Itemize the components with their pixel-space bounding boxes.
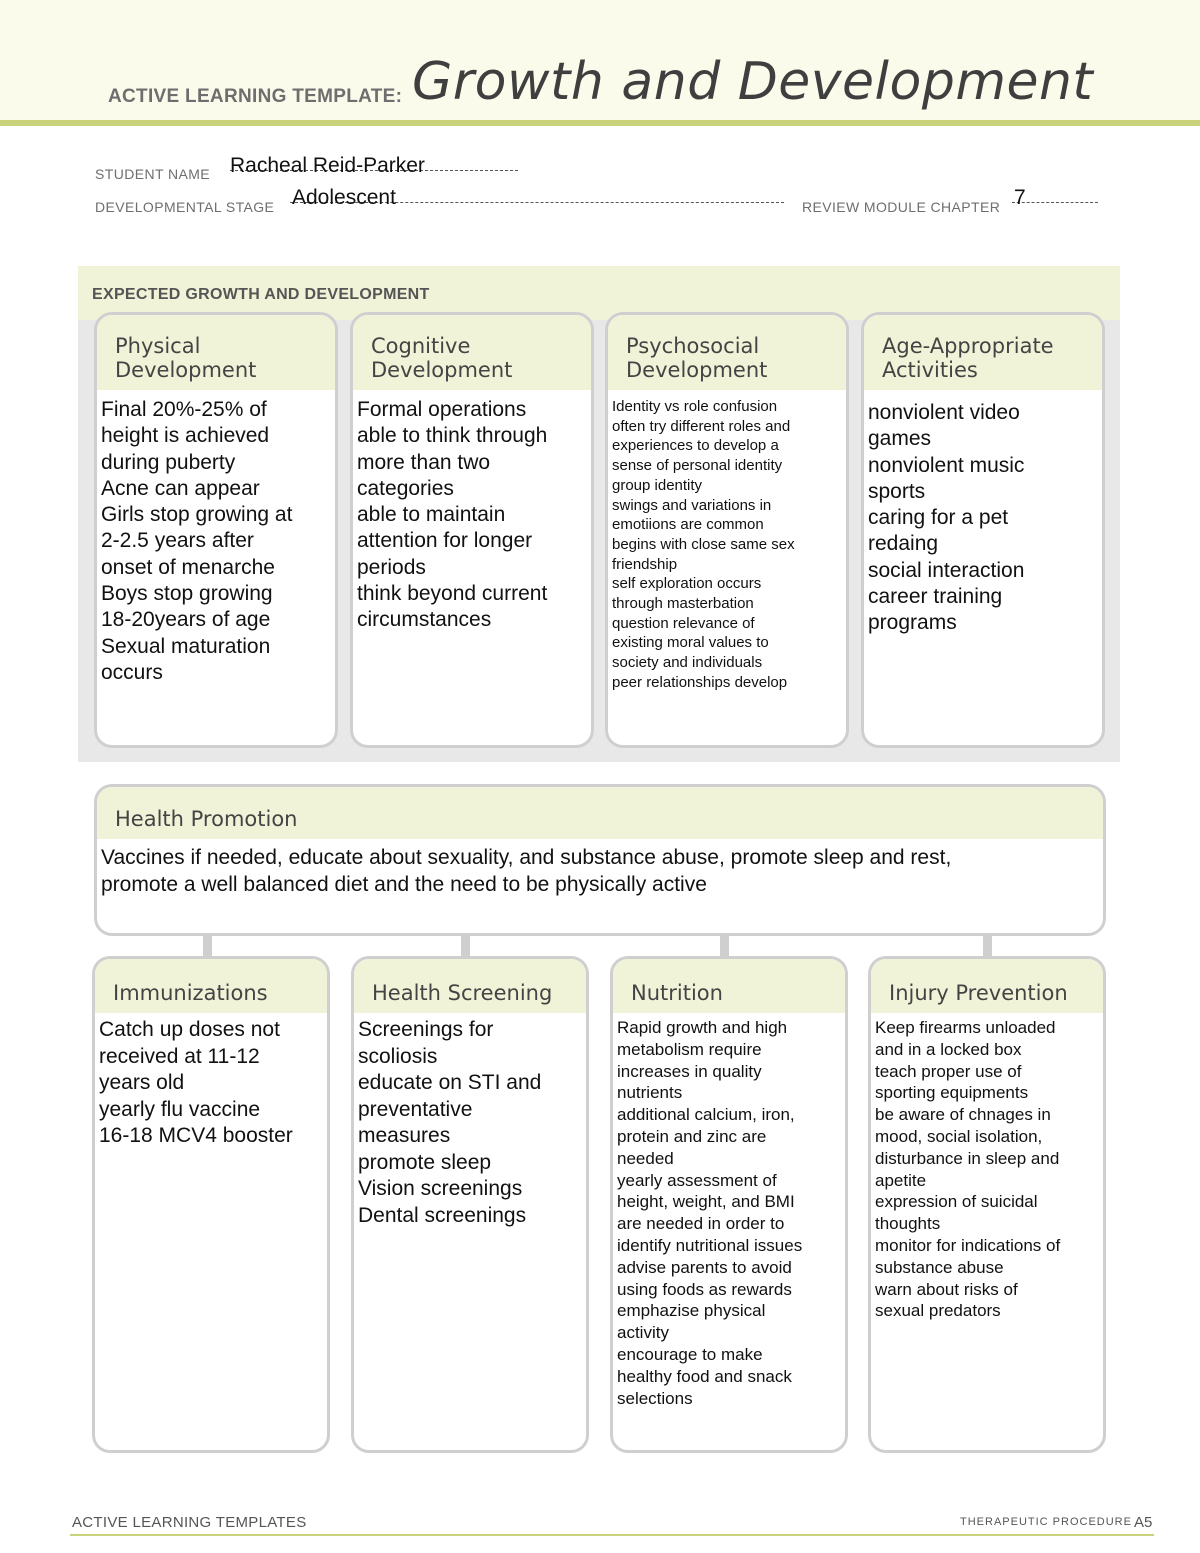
page-title: Growth and Development — [412, 52, 1094, 112]
expected-growth-title: EXPECTED GROWTH AND DEVELOPMENT — [92, 286, 430, 303]
card-header — [354, 959, 586, 1013]
text-line: advise parents to avoid — [617, 1257, 792, 1277]
text-line: Vision screenings — [358, 1177, 523, 1200]
card-title-line: Cognitive — [371, 334, 471, 358]
text-line: begins with close same sex — [612, 535, 795, 553]
connector — [983, 934, 992, 958]
card-header — [95, 959, 327, 1013]
immunizations-card — [92, 956, 330, 1453]
text-line: Dental screenings — [358, 1203, 527, 1227]
text-line: apetite — [875, 1170, 927, 1190]
text-line: emphazise physical — [617, 1301, 766, 1321]
text-line: substance abuse — [875, 1257, 1004, 1277]
text-line: often try different roles and — [612, 417, 791, 435]
text-line: mood, social isolation, — [875, 1126, 1043, 1146]
text-line: encourage to make — [617, 1344, 763, 1364]
text-line: additional calcium, iron, — [617, 1105, 795, 1125]
text-line: categories — [357, 476, 454, 500]
physical-development-text[interactable] — [101, 397, 331, 686]
card-header — [97, 787, 1103, 839]
text-line: through masterbation — [612, 595, 754, 613]
text-line: Rapid growth and high — [617, 1018, 788, 1037]
text-line: Boys stop growing — [101, 582, 273, 606]
text-line: activity — [617, 1323, 669, 1343]
review-module-label: REVIEW MODULE CHAPTER — [802, 199, 1001, 215]
text-line: 16-18 MCV4 booster — [99, 1124, 293, 1147]
developmental-stage-value[interactable]: Adolescent — [292, 186, 396, 209]
health-screening-card — [351, 956, 589, 1453]
card-header — [871, 959, 1103, 1013]
age-appropriate-activities-text[interactable] — [868, 400, 1098, 637]
card-title-line: Activities — [882, 358, 978, 382]
card-title — [115, 334, 256, 382]
health-promotion-text[interactable] — [101, 845, 1099, 898]
card-title — [626, 334, 767, 382]
card-header — [608, 315, 846, 390]
text-line: monitor for indications of — [875, 1235, 1061, 1255]
student-name-label: STUDENT NAME — [95, 166, 210, 182]
text-line: yearly assessment of — [617, 1170, 777, 1190]
text-line: scoliosis — [358, 1044, 438, 1068]
text-line: protein and zinc are — [617, 1126, 767, 1146]
age-appropriate-activities-card — [861, 312, 1105, 748]
text-line: Screenings for — [358, 1018, 494, 1041]
text-line: be aware of chnages in — [875, 1105, 1051, 1125]
footer-right-label: THERAPEUTIC PROCEDURE — [960, 1516, 1132, 1528]
text-line: attention for longer — [357, 529, 533, 553]
text-line: existing moral values to — [612, 634, 769, 652]
connector — [461, 934, 470, 958]
text-line: sports — [868, 479, 926, 503]
text-line: during puberty — [101, 450, 236, 474]
text-line: years old — [99, 1071, 185, 1094]
text-line: selections — [617, 1388, 693, 1408]
health-screening-text[interactable] — [358, 1017, 582, 1229]
text-line: periods — [357, 555, 426, 579]
footer-rule — [70, 1534, 1154, 1536]
text-line: disturbance in sleep and — [875, 1148, 1060, 1168]
text-line: Girls stop growing at — [101, 503, 293, 527]
template-label: ACTIVE LEARNING TEMPLATE: — [108, 86, 403, 107]
connector — [203, 934, 212, 958]
page-number: A5 — [1134, 1514, 1153, 1531]
text-line: redaing — [868, 532, 939, 556]
header-rule — [0, 120, 1200, 126]
text-line: yearly flu vaccine — [99, 1097, 261, 1121]
text-line: Identity vs role confusion — [612, 398, 778, 415]
injury-prevention-title: Injury Prevention — [889, 981, 1068, 1005]
text-line: sporting equipments — [875, 1083, 1029, 1103]
student-name-value[interactable]: Racheal Reid-Parker — [230, 154, 425, 177]
text-line: promote sleep — [358, 1150, 492, 1174]
text-line: sexual predators — [875, 1301, 1001, 1321]
text-line: height, weight, and BMI — [617, 1192, 795, 1212]
psychosocial-development-text[interactable] — [612, 397, 842, 693]
health-promotion-card — [94, 784, 1106, 936]
injury-prevention-card — [868, 956, 1106, 1453]
text-line: Final 20%-25% of — [101, 398, 267, 421]
text-line: healthy food and snack — [617, 1366, 792, 1386]
cognitive-development-text[interactable] — [357, 397, 587, 634]
text-line: warn about risks of — [875, 1279, 1018, 1299]
nutrition-title: Nutrition — [631, 981, 723, 1005]
footer-left-label: ACTIVE LEARNING TEMPLATES — [72, 1514, 307, 1531]
text-line: able to think through — [357, 424, 548, 448]
text-line: question relevance of — [612, 614, 755, 632]
text-line: Formal operations — [357, 398, 527, 421]
text-line: and in a locked box — [875, 1039, 1022, 1059]
text-line: Acne can appear — [101, 476, 260, 500]
card-header — [613, 959, 845, 1013]
text-line: nonviolent music — [868, 453, 1025, 477]
text-line: Vaccines if needed, educate about sexuality, and substance abuse, promote sleep and rest, — [101, 846, 952, 869]
text-line: think beyond current — [357, 582, 548, 606]
text-line: height is achieved — [101, 424, 270, 448]
text-line: occurs — [101, 660, 163, 684]
immunizations-text[interactable] — [99, 1017, 323, 1150]
card-title-line: Psychosocial — [626, 334, 760, 358]
text-line: emotiions are common — [612, 516, 764, 534]
card-title-line: Development — [371, 358, 513, 382]
physical-development-card — [94, 312, 338, 748]
psychosocial-development-card — [605, 312, 849, 748]
immunizations-title: Immunizations — [113, 981, 268, 1005]
nutrition-text[interactable] — [617, 1017, 841, 1409]
text-line: received at 11-12 — [99, 1044, 260, 1068]
text-line: Catch up doses not — [99, 1018, 280, 1041]
text-line: promote a well balanced diet and the need to be physically active — [101, 872, 707, 896]
nutrition-card — [610, 956, 848, 1453]
card-header — [864, 315, 1102, 390]
text-line: career training — [868, 585, 1003, 609]
text-line: teach proper use of — [875, 1061, 1022, 1081]
connector — [720, 934, 729, 958]
text-line: metabolism require — [617, 1039, 762, 1059]
developmental-stage-label: DEVELOPMENTAL STAGE — [95, 199, 275, 215]
text-line: 2-2.5 years after — [101, 529, 254, 553]
text-line: able to maintain — [357, 503, 506, 527]
text-line: nutrients — [617, 1083, 683, 1103]
card-title-line: Development — [115, 358, 257, 382]
text-line: onset of menarche — [101, 555, 275, 579]
text-line: caring for a pet — [868, 506, 1009, 530]
card-title — [371, 334, 512, 382]
text-line: self exploration occurs — [612, 575, 762, 593]
text-line: circumstances — [357, 608, 492, 632]
health-promotion-title: Health Promotion — [115, 807, 298, 831]
text-line: Keep firearms unloaded — [875, 1018, 1056, 1037]
text-line: social interaction — [868, 558, 1025, 582]
card-header — [353, 315, 591, 390]
card-title-line: Physical — [115, 334, 201, 358]
text-line: are needed in order to — [617, 1214, 785, 1234]
card-header — [97, 315, 335, 390]
text-line: society and individuals — [612, 654, 763, 672]
text-line: games — [868, 427, 932, 451]
text-line: group identity — [612, 476, 703, 494]
text-line: more than two — [357, 450, 491, 474]
text-line: 18-20years of age — [101, 608, 271, 632]
injury-prevention-text[interactable] — [875, 1017, 1099, 1322]
text-line: nonviolent video — [868, 401, 1020, 424]
text-line: expression of suicidal — [875, 1192, 1038, 1212]
text-line: educate on STI and — [358, 1071, 542, 1094]
text-line: Sexual maturation — [101, 634, 271, 658]
text-line: experiences to develop a — [612, 437, 779, 455]
text-line: thoughts — [875, 1214, 941, 1234]
text-line: needed — [617, 1148, 674, 1168]
text-line: increases in quality — [617, 1061, 762, 1081]
card-title-line: Age-Appropriate — [882, 334, 1054, 358]
text-line: programs — [868, 611, 957, 635]
text-line: sense of personal identity — [612, 457, 783, 475]
text-line: using foods as rewards — [617, 1279, 792, 1299]
text-line: friendship — [612, 555, 678, 573]
card-title-line: Development — [626, 358, 768, 382]
card-title — [882, 334, 1054, 382]
cognitive-development-card — [350, 312, 594, 748]
text-line: swings and variations in — [612, 496, 772, 514]
review-module-value[interactable]: 7 — [1014, 186, 1026, 209]
text-line: preventative — [358, 1097, 473, 1121]
health-screening-title: Health Screening — [372, 981, 553, 1005]
text-line: identify nutritional issues — [617, 1235, 803, 1255]
text-line: peer relationships develop — [612, 673, 788, 691]
text-line: measures — [358, 1124, 451, 1147]
